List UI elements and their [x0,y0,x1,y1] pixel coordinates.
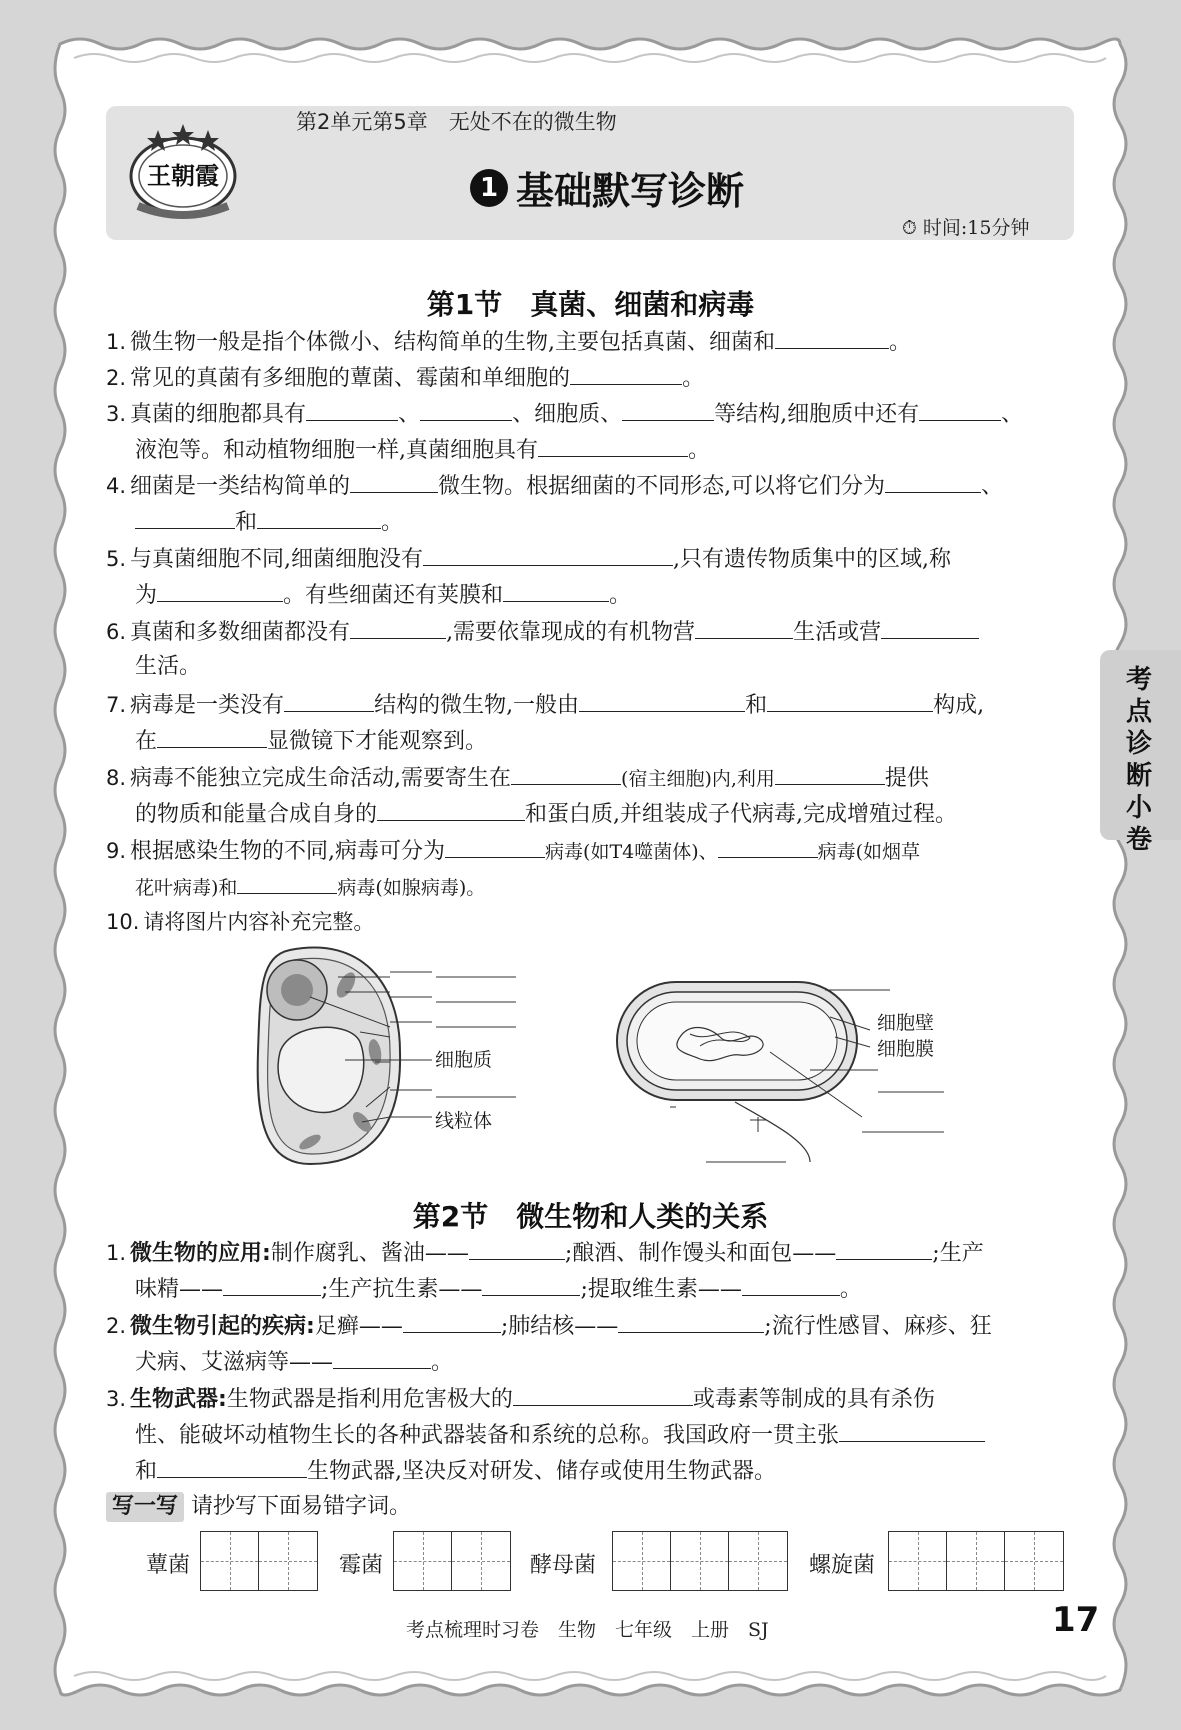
label-mitochondria: 线粒体 [435,1110,493,1132]
copy-instruction: 写一写 请抄写下面易错字词。 [106,1492,411,1522]
label-cell-membrane: 细胞膜 [877,1038,935,1060]
answer-blank[interactable] [157,1455,307,1478]
answer-blank[interactable] [718,835,818,858]
s2-question-1: 1. 微生物的应用:制作腐乳、酱油—— ;酿酒、制作馒头和面包—— ;生产 [106,1237,984,1269]
label-cell-wall: 细胞壁 [877,1012,935,1034]
answer-blank[interactable] [767,689,933,712]
answer-blank[interactable] [237,871,337,894]
answer-blank[interactable] [618,1310,764,1333]
answer-blank[interactable] [333,1346,431,1369]
answer-blank[interactable] [377,798,525,821]
answer-blank[interactable] [403,1310,501,1333]
writing-grid-2[interactable] [393,1531,511,1591]
s1-question-3: 3. 真菌的细胞都具有 、 、细胞质、 等结构,细胞质中还有 、 [106,398,1023,430]
unit-chapter: 第2单元第5章 无处不在的微生物 [296,110,617,134]
answer-blank[interactable] [423,543,673,566]
logo-seal [118,118,248,228]
answer-blank[interactable] [695,616,793,639]
writing-grid-1[interactable] [200,1531,318,1591]
s2-question-2: 2. 微生物引起的疾病:足癣—— ;肺结核—— ;流行性感冒、麻疹、狂 [106,1310,992,1342]
s1-question-7-cont: 在 显微镜下才能观察到。 [135,725,487,757]
s1-question-8-cont: 的物质和能量合成自身的 和蛋白质,并组装成子代病毒,完成增殖过程。 [135,798,957,830]
s1-question-5: 5. 与真菌细胞不同,细菌细胞没有 ,只有遗传物质集中的区域,称 [106,543,951,575]
s1-question-3-cont: 液泡等。和动植物细胞一样,真菌细胞具有 。 [135,434,710,466]
title-number-badge: 1 [470,169,508,207]
answer-blank[interactable] [157,579,283,602]
answer-blank[interactable] [306,398,398,421]
s1-question-10: 10. 请将图片内容补充完整。 [106,910,375,934]
s1-question-2: 2. 常见的真菌有多细胞的蕈菌、霉菌和单细胞的 。 [106,362,704,394]
s2-question-3: 3. 生物武器:生物武器是指利用危害极大的 或毒素等制成的具有杀伤 [106,1383,935,1415]
section-2-title: 第2节 微生物和人类的关系 [412,1200,769,1233]
answer-blank[interactable] [257,506,381,529]
answer-blank[interactable] [469,1237,565,1260]
answer-blank[interactable] [881,616,979,639]
copy-word-2: 霉菌 [339,1553,384,1578]
side-tab [1100,650,1181,855]
clock-icon: ⏱ [902,217,917,239]
answer-blank[interactable] [775,762,885,785]
copy-word-4: 螺旋菌 [809,1553,876,1578]
s1-question-6-cont: 生活。 [135,654,202,679]
writing-grid-4[interactable] [888,1531,1064,1591]
s2-question-3-cont2: 和 生物武器,坚决反对研发、储存或使用生物武器。 [135,1455,776,1487]
answer-blank[interactable] [511,762,621,785]
answer-blank[interactable] [157,725,267,748]
page-number: 17 [1052,1600,1100,1640]
answer-blank[interactable] [538,434,688,457]
answer-blank[interactable] [420,398,512,421]
s1-question-4-cont: 和 。 [135,506,403,538]
copy-word-3: 酵母菌 [530,1553,597,1578]
s1-question-9: 9. 根据感染生物的不同,病毒可分为 病毒(如T4噬菌体)、 病毒(如烟草 [106,835,920,867]
cell-diagrams [250,942,950,1172]
s1-question-4: 4. 细菌是一类结构简单的 微生物。根据细菌的不同形态,可以将它们分为 、 [106,470,1003,502]
answer-blank[interactable] [284,689,374,712]
copy-word-1: 蕈菌 [146,1553,191,1578]
page-title [470,160,744,215]
answer-blank[interactable] [885,470,981,493]
answer-blank[interactable] [135,506,235,529]
answer-blank[interactable] [482,1273,580,1296]
answer-blank[interactable] [503,579,609,602]
writing-grid-3[interactable] [612,1531,788,1591]
s1-question-7: 7. 病毒是一类没有 结构的微生物,一般由 和 构成, [106,689,984,721]
label-cytoplasm: 细胞质 [435,1049,493,1071]
s1-question-6: 6. 真菌和多数细菌都没有 ,需要依靠现成的有机物营 生活或营 [106,616,979,648]
s1-question-5-cont: 为 。有些细菌还有荚膜和 。 [135,579,631,611]
s2-question-3-cont: 性、能破坏动植物生长的各种武器装备和系统的总称。我国政府一贯主张 [135,1419,985,1451]
answer-blank[interactable] [836,1237,932,1260]
answer-blank[interactable] [350,616,446,639]
answer-blank[interactable] [350,470,438,493]
title-text: 基础默写诊断 [516,169,745,213]
s1-question-8: 8. 病毒不能独立完成生命活动,需要寄生在 (宿主细胞)内,利用 提供 [106,762,929,794]
s2-question-2-cont: 犬病、艾滋病等—— 。 [135,1346,453,1378]
copy-tag: 写一写 [106,1492,184,1522]
svg-text:王朝霞: 王朝霞 [147,161,219,190]
s1-question-1: 1. 微生物一般是指个体微小、结构简单的生物,主要包括真菌、细菌和 。 [106,326,911,358]
answer-blank[interactable] [513,1383,693,1406]
answer-blank[interactable] [223,1273,321,1296]
s1-question-9-cont: 花叶病毒)和 病毒(如腺病毒)。 [135,871,485,903]
answer-blank[interactable] [919,398,1001,421]
answer-blank[interactable] [839,1419,985,1442]
footer-text: 考点梳理时习卷 生物 七年级 上册 SJ [406,1619,769,1641]
answer-blank[interactable] [570,362,682,385]
answer-blank[interactable] [445,835,545,858]
answer-blank[interactable] [622,398,714,421]
time-limit: ⏱ 时间:15分钟 [902,217,1030,239]
answer-blank[interactable] [775,326,889,349]
side-tab-label: 考点诊断小卷 [1125,665,1152,855]
section-1-title: 第1节 真菌、细菌和病毒 [426,288,755,321]
answer-blank[interactable] [579,689,745,712]
answer-blank[interactable] [742,1273,840,1296]
s2-question-1-cont: 味精—— ;生产抗生素—— ;提取维生素—— 。 [135,1273,862,1305]
